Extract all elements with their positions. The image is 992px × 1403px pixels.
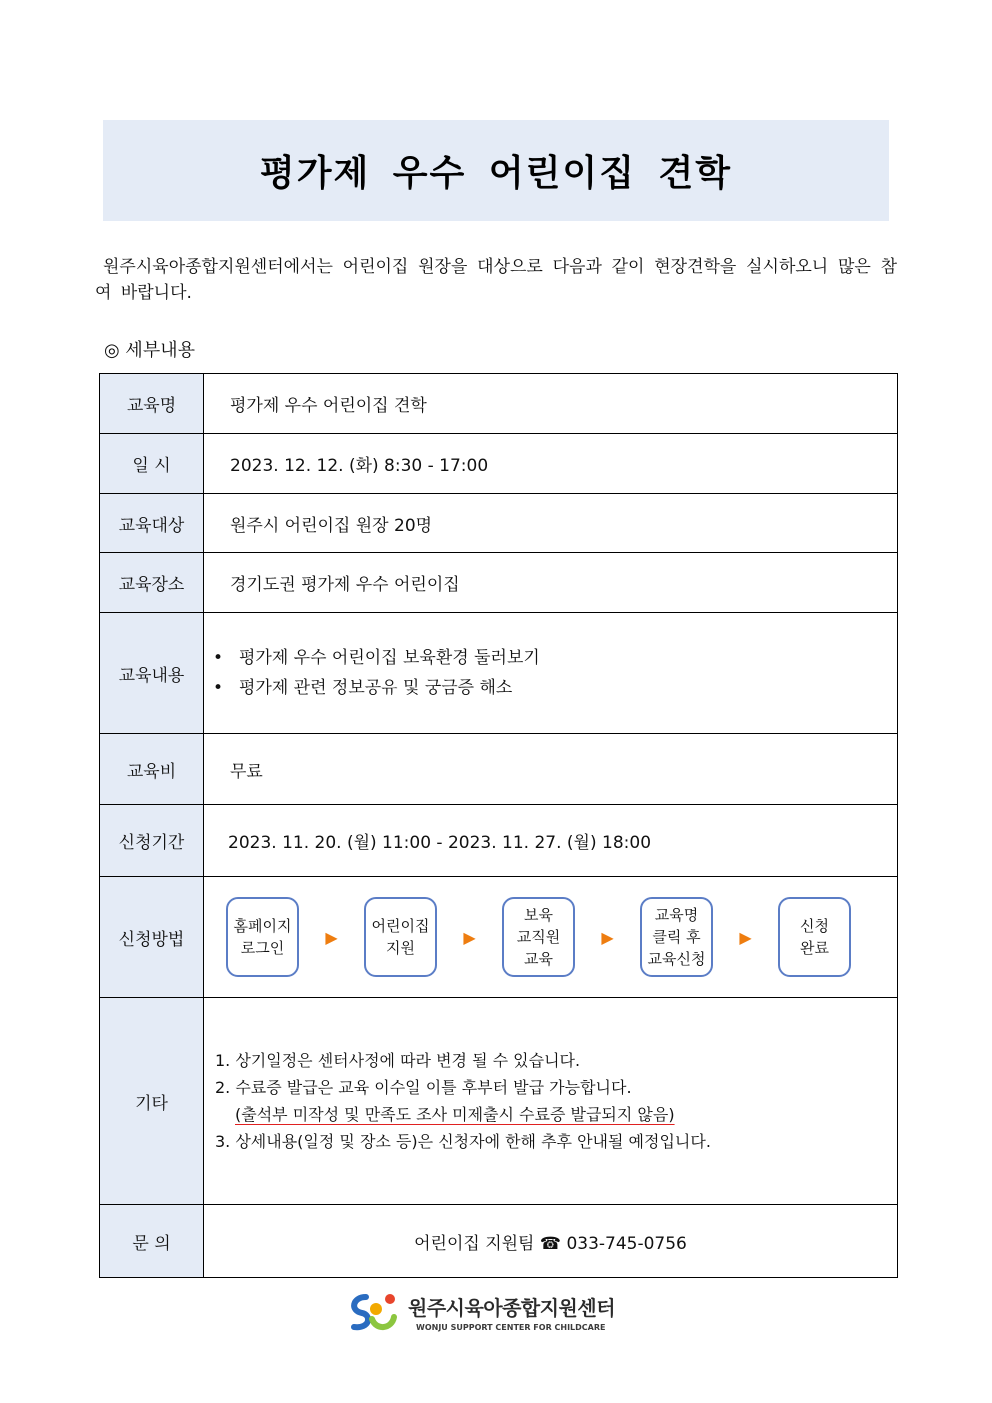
center-name-english: WONJU SUPPORT CENTER FOR CHILDCARE [416, 1323, 606, 1332]
content-list [205, 643, 896, 703]
contact-value: 어린이집 지원팀 ☎ 033-745-0756 [204, 1205, 898, 1278]
row-value [204, 877, 898, 998]
table-row [100, 877, 898, 998]
table-row [100, 1205, 898, 1278]
row-label: 교육장소 [100, 553, 204, 613]
step-box: 신청 완료 [778, 897, 851, 977]
table-row [100, 494, 898, 553]
note-item: 2. 수료증 발급은 교육 이수일 이틀 후부터 발급 가능합니다. [215, 1078, 632, 1097]
application-flow [226, 897, 896, 977]
arrow-right-icon: ▶ [463, 927, 476, 947]
row-label: 교육내용 [100, 613, 204, 734]
table-row [100, 805, 898, 877]
row-label: 교육대상 [100, 494, 204, 553]
row-value [204, 998, 898, 1205]
step-box: 홈페이지 로그인 [226, 897, 299, 977]
row-label: 신청방법 [100, 877, 204, 998]
row-value: 평가제 우수 어린이집 견학 [204, 374, 898, 434]
table-row [100, 998, 898, 1205]
page-title: 평가제 우수 어린이집 견학 [259, 153, 733, 194]
row-label: 기타 [100, 998, 204, 1205]
row-value [204, 613, 898, 734]
row-label: 문 의 [100, 1205, 204, 1278]
arrow-right-icon: ▶ [325, 927, 338, 947]
table-row [100, 553, 898, 613]
center-name: 원주시육아종합지원센터 [408, 1296, 616, 1320]
table-row [100, 734, 898, 805]
center-logo-icon [346, 1289, 402, 1335]
arrow-right-icon: ▶ [601, 927, 614, 947]
title-banner [103, 120, 889, 221]
section-title: ◎ 세부내용 [104, 340, 195, 361]
note-item: 3. 상세내용(일정 및 장소 등)은 신청자에 한해 추후 안내될 예정입니다. [215, 1132, 711, 1151]
row-label: 신청기간 [100, 805, 204, 877]
row-value: 2023. 12. 12. (화) 8:30 - 17:00 [204, 434, 898, 494]
footer-logo [346, 1289, 615, 1335]
list-item: • 평가제 우수 어린이집 보육환경 둘러보기 [213, 643, 896, 673]
details-table [99, 373, 898, 1278]
arrow-right-icon: ▶ [739, 927, 752, 947]
row-value: 무료 [204, 734, 898, 805]
step-box: 보육 교직원 교육 [502, 897, 575, 977]
row-value: 2023. 11. 20. (월) 11:00 - 2023. 11. 27. (월) 18:00 [204, 805, 898, 877]
row-value: 원주시 어린이집 원장 20명 [204, 494, 898, 553]
table-row [100, 613, 898, 734]
table-row [100, 434, 898, 494]
step-box: 교육명 클릭 후 교육신청 [640, 897, 713, 977]
row-label: 일 시 [100, 434, 204, 494]
note-item: 1. 상기일정은 센터사정에 따라 변경 될 수 있습니다. [215, 1051, 581, 1070]
row-label: 교육비 [100, 734, 204, 805]
note-warning: (출석부 미작성 및 만족도 조사 미제출시 수료증 발급되지 않음) [235, 1105, 675, 1124]
table-row [100, 374, 898, 434]
row-label: 교육명 [100, 374, 204, 434]
step-box: 어린이집 지원 [364, 897, 437, 977]
intro-paragraph: 원주시육아종합지원센터에서는 어린이집 원장을 대상으로 다음과 같이 현장견학을 실시하오니 많은 참여 바랍니다. [95, 257, 897, 303]
row-value: 경기도권 평가제 우수 어린이집 [204, 553, 898, 613]
notes-list [205, 1047, 896, 1155]
list-item: • 평가제 관련 정보공유 및 궁금증 해소 [213, 673, 896, 703]
